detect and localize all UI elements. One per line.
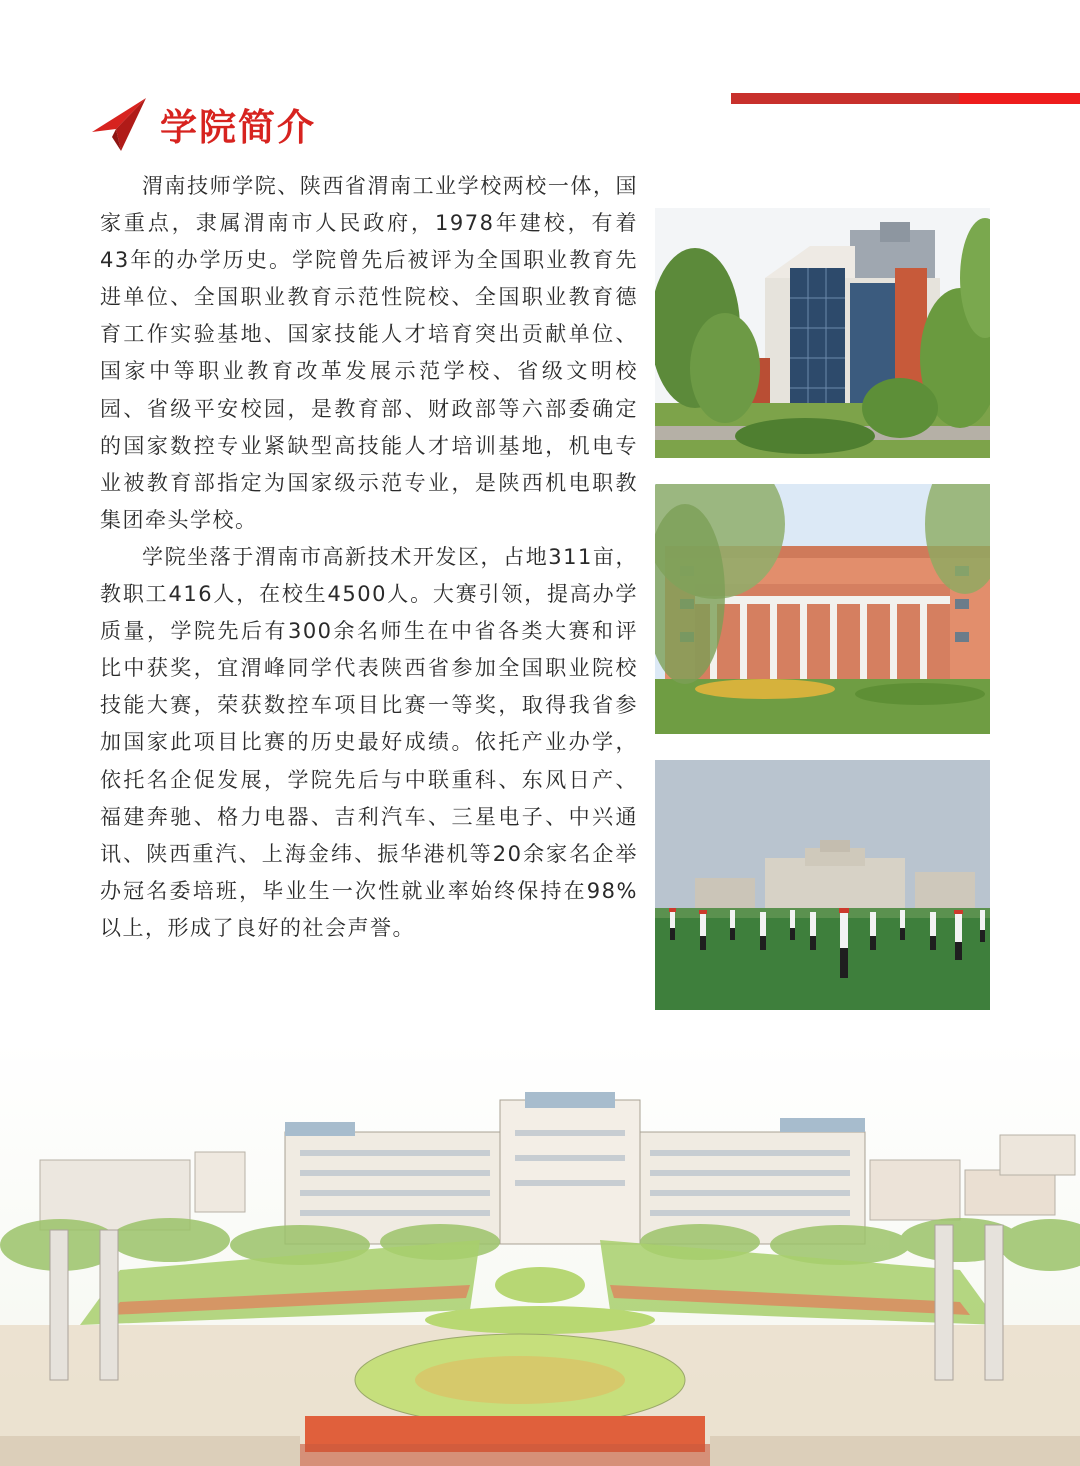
page-title: 学院简介 xyxy=(160,105,316,149)
intro-paragraph-1: 渭南技师学院、陕西省渭南工业学校两校一体，国家重点，隶属渭南市人民政府，1978年建校，有着43年的办学历史。学院曾先后被评为全国职业教育先进单位、全国职业教育示范性院校、全国职业教育德育工作实验基地、国家技能人才培育突出贡献单位、国家中等职业教育改革发展示范学校、省级文明校园、省级平安校园，是教育部、财政部等六部委确定的国家数控专业紧缺型高技能人才培训基地，机电专业被教育部指定为国家级示范专业，是陕西机电职教集团牵头学校。 xyxy=(100,174,638,532)
header-accent-bar-dark xyxy=(731,93,959,104)
campus-illustration xyxy=(0,1040,1080,1466)
sports-field-photo xyxy=(655,760,990,1010)
campus-building-photo xyxy=(655,208,990,458)
section-header xyxy=(90,96,316,152)
header-accent-bar-bright xyxy=(959,93,1080,104)
intro-text xyxy=(100,168,638,947)
teaching-building-photo xyxy=(655,484,990,734)
intro-paragraph-2: 学院坐落于渭南市高新技术开发区，占地311亩，教职工416人，在校生4500人。大赛引领，提高办学质量，学院先后有300余名师生在中省各类大赛和评比中获奖，宜渭峰同学代表陕西省参加全国职业院校技能大赛，荣获数控车项目比赛一等奖，取得我省参加国家此项目比赛的历史最好成绩。依托产业办学，依托名企促发展，学院先后与中联重科、东风日产、福建奔驰、格力电器、吉利汽车、三星电子、中兴通讯、陕西重汽、上海金纬、振华港机等20余家名企举办冠名委培班，毕业生一次性就业率始终保持在98%以上，形成了良好的社会声誉。 xyxy=(100,544,638,940)
paper-plane-icon xyxy=(90,96,148,152)
